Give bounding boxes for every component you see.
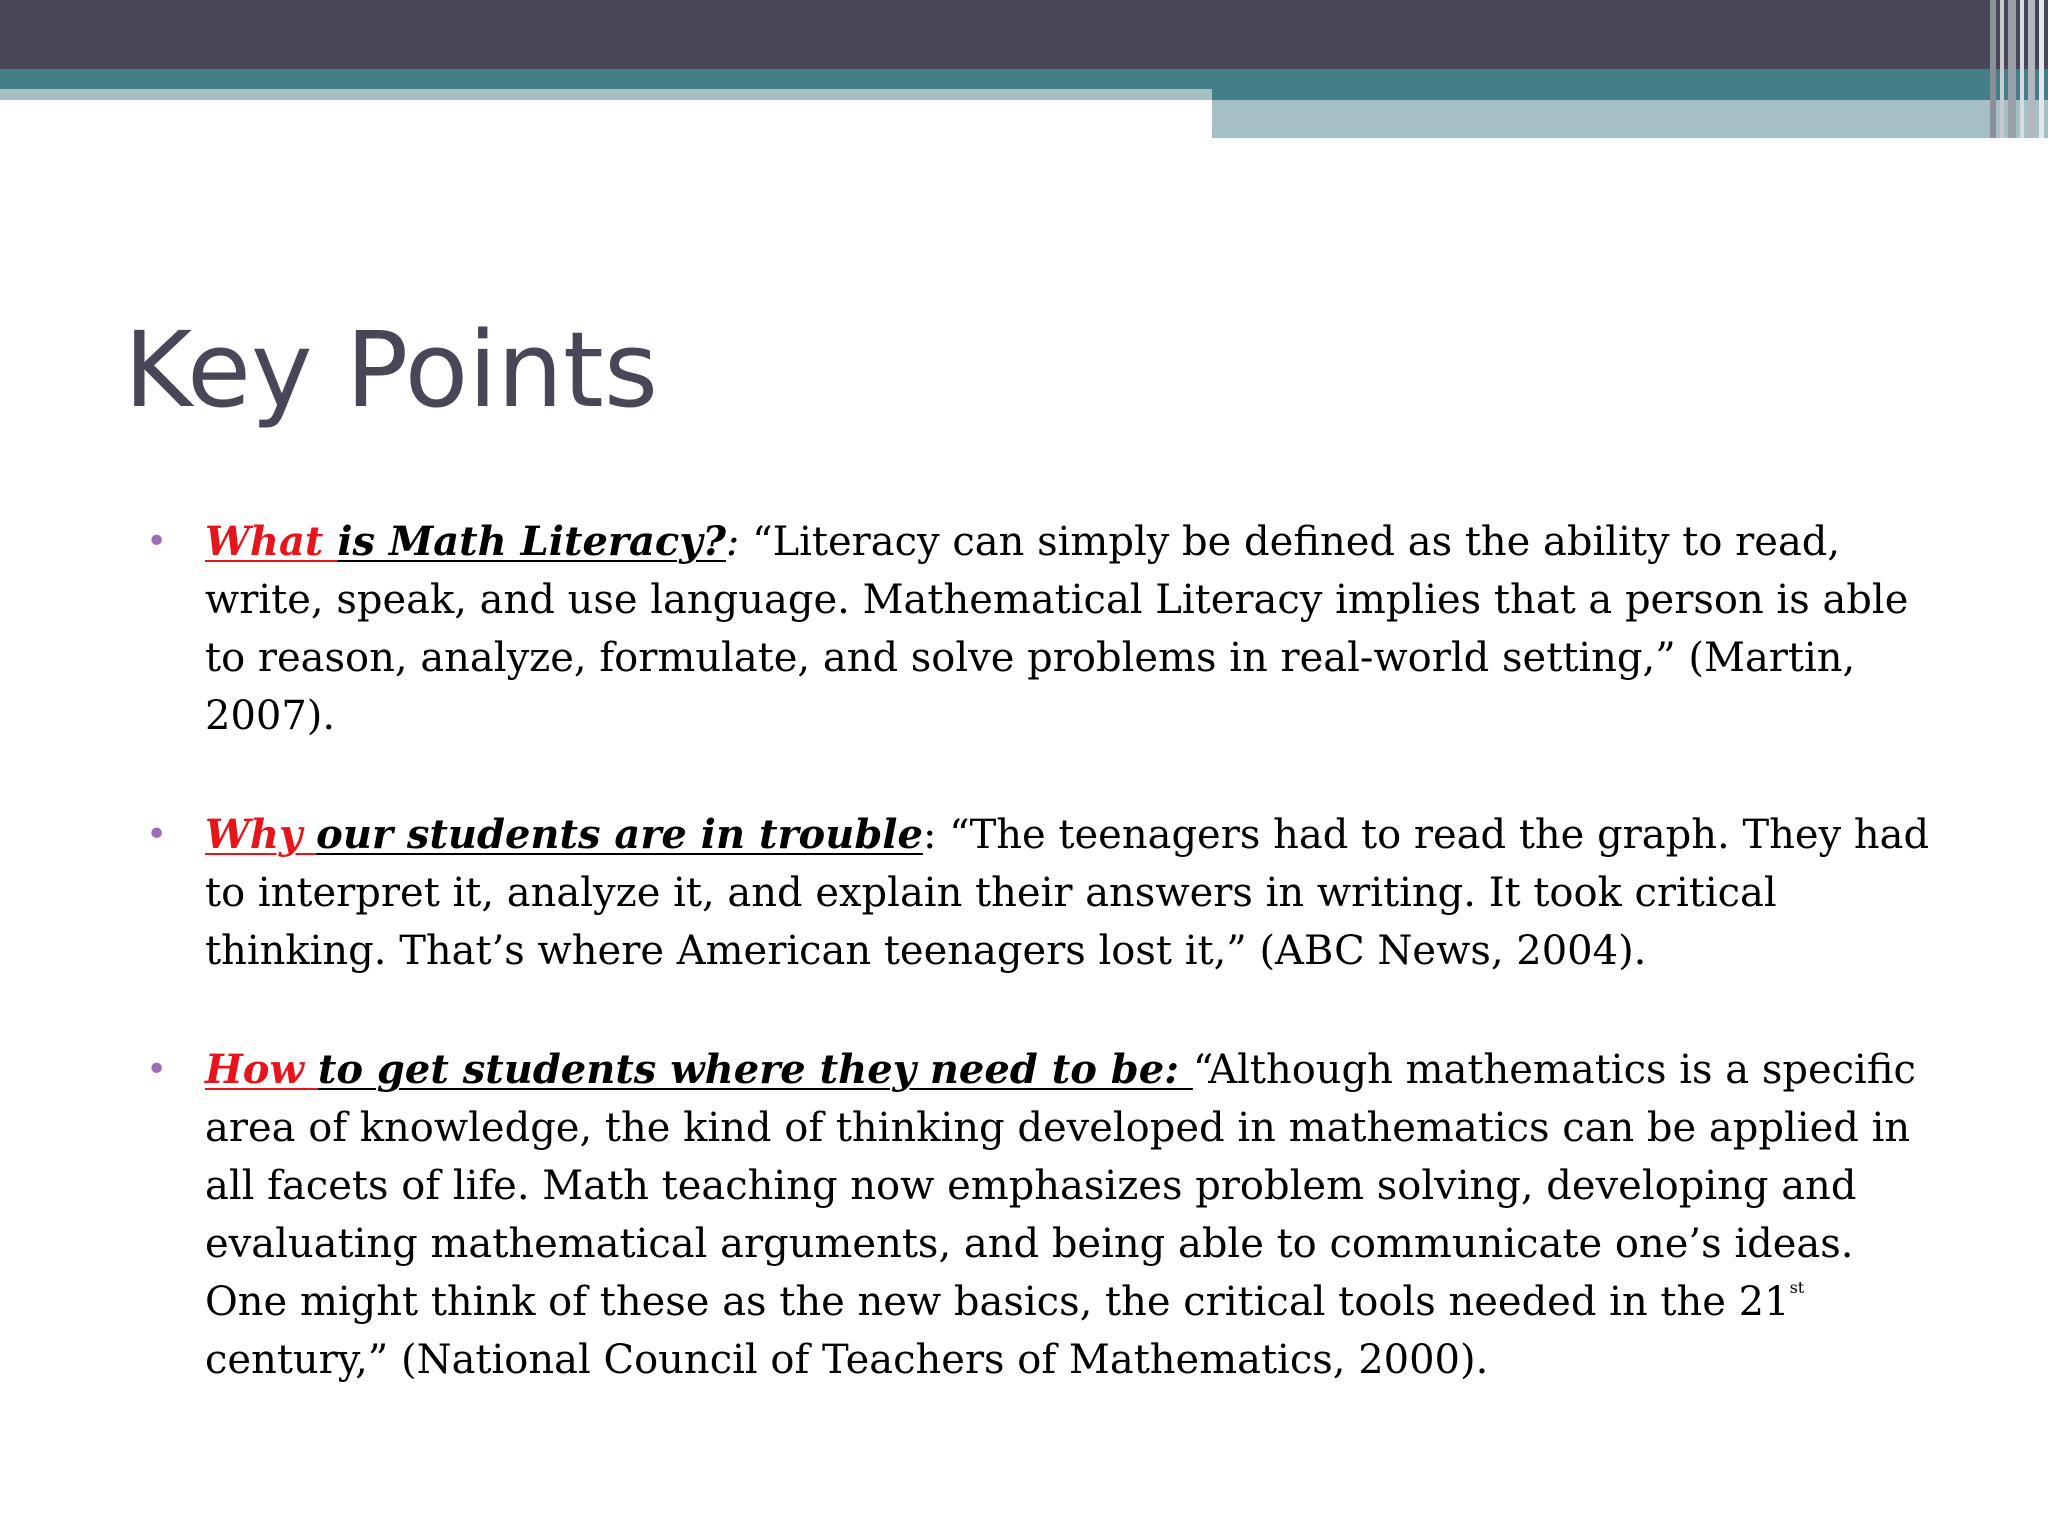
ordinal-suffix: st (1789, 1278, 1805, 1297)
bullet-item-why (146, 806, 1946, 980)
header-light-bar-right (1212, 100, 2048, 138)
definition-quote: “Literacy can simply be defined as the ability to read, write, speak, and use language. Mathematical Literacy implies that a person is able to reason, analyze, formulate, and solve problems in real-world setting,” (Martin, 2007). (205, 519, 1909, 739)
bullet-marker: • (146, 1049, 168, 1090)
slide-title: Key Points (124, 309, 659, 431)
keyword-why: Why (205, 811, 317, 858)
header-dark-bar (0, 0, 2048, 69)
how-quote-end: century,” (National Council of Teachers of Mathematics, 2000). (205, 1337, 1489, 1383)
bullet-item-how (146, 1041, 1946, 1389)
heading-separator: : (725, 519, 740, 565)
header-light-bar-left (0, 89, 1212, 100)
heading-separator: : (922, 812, 937, 858)
header-stripes (1990, 0, 2048, 138)
trouble-quote: “The teenagers had to read the graph. They had to interpret it, analyze it, and explain their answers in writing. It took critical thinking. That’s where American teenagers lost it,” (ABC News, 2004). (205, 812, 1930, 974)
keyword-what: What (205, 518, 338, 565)
heading-get-students: to get students where they need to be: (317, 1046, 1193, 1093)
bullet-marker: • (146, 814, 168, 855)
heading-students-trouble: our students are in trouble (316, 811, 923, 858)
bullet-marker: • (146, 521, 168, 562)
heading-math-literacy: is Math Literacy? (337, 518, 726, 565)
how-quote: “Although mathematics is a specific area of knowledge, the kind of thinking developed in mathematics can be applied in all facets of life. Math teaching now emphasizes problem solving, developing and evaluating mathematical arguments, and being able to communicate one’s ideas. One might think of these as the new basics, the critical tools needed in the 21 (205, 1047, 1916, 1325)
keyword-how: How (205, 1046, 318, 1093)
bullet-item-what (146, 513, 1946, 745)
bullet-list (146, 513, 1946, 1389)
